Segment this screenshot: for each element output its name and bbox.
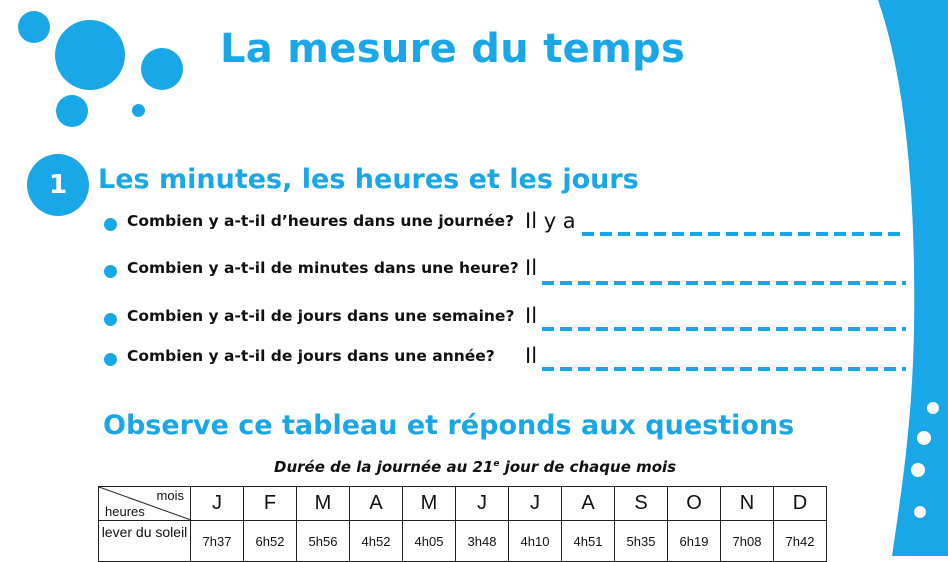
month-header: J [191,487,244,521]
sunrise-table [98,486,827,562]
answer-blank[interactable] [542,281,906,285]
table-header-row [99,487,827,521]
table-cell: 4h51 [562,521,615,562]
month-header: M [297,487,350,521]
answer-blank[interactable] [542,327,906,331]
bullet-icon [104,265,117,278]
month-header: F [244,487,297,521]
corner-label-months: mois [156,488,184,503]
answer-blank[interactable] [582,232,906,236]
page-title: La mesure du temps [220,26,686,72]
month-header: N [721,487,774,521]
caption-superscript: e [493,459,500,469]
table-cell: 4h10 [509,521,562,562]
month-header: S [615,487,668,521]
month-header: A [562,487,615,521]
corner-label-hours: heures [105,504,145,519]
bullet-icon [104,218,117,231]
table-corner-cell [99,487,191,521]
section-heading: Les minutes, les heures et les jours [98,164,639,195]
answer-prefix: Il y a [525,209,576,233]
table-cell: 4h05 [403,521,456,562]
question-text: Combien y a-t-il de minutes dans une heure? [127,259,519,277]
month-header: J [509,487,562,521]
answer-prefix: Il [525,344,538,368]
answer-prefix: Il [525,304,538,328]
bullet-icon [104,313,117,326]
question-text: Combien y a-t-il de jours dans une année? [127,347,495,365]
caption-text: Durée de la journée au 21 [274,458,494,476]
month-header: J [456,487,509,521]
table-cell: 7h37 [191,521,244,562]
question-text: Combien y a-t-il de jours dans une semaine? [127,307,515,325]
table-cell: 7h42 [774,521,827,562]
month-header: A [350,487,403,521]
table-cell: 5h35 [615,521,668,562]
caption-text: jour de chaque mois [499,458,677,476]
table-cell: 6h52 [244,521,297,562]
bullet-icon [104,353,117,366]
table-cell: 3h48 [456,521,509,562]
section-number-badge: 1 [27,154,89,216]
table-cell: 4h52 [350,521,403,562]
question-row [104,257,910,287]
question-row [104,345,910,375]
section-heading: Observe ce tableau et réponds aux questions [103,410,795,441]
question-row [104,305,910,335]
table-cell: 6h19 [668,521,721,562]
answer-blank[interactable] [542,367,906,371]
table-row [99,521,827,562]
month-header: M [403,487,456,521]
table-cell: 7h08 [721,521,774,562]
answer-prefix: Il [525,256,538,280]
table-caption [274,458,676,476]
row-label-sunrise: lever du soleil [99,521,191,562]
question-row [104,210,910,240]
month-header: O [668,487,721,521]
table-cell: 5h56 [297,521,350,562]
month-header: D [774,487,827,521]
question-text: Combien y a-t-il d’heures dans une journée? [127,212,515,230]
